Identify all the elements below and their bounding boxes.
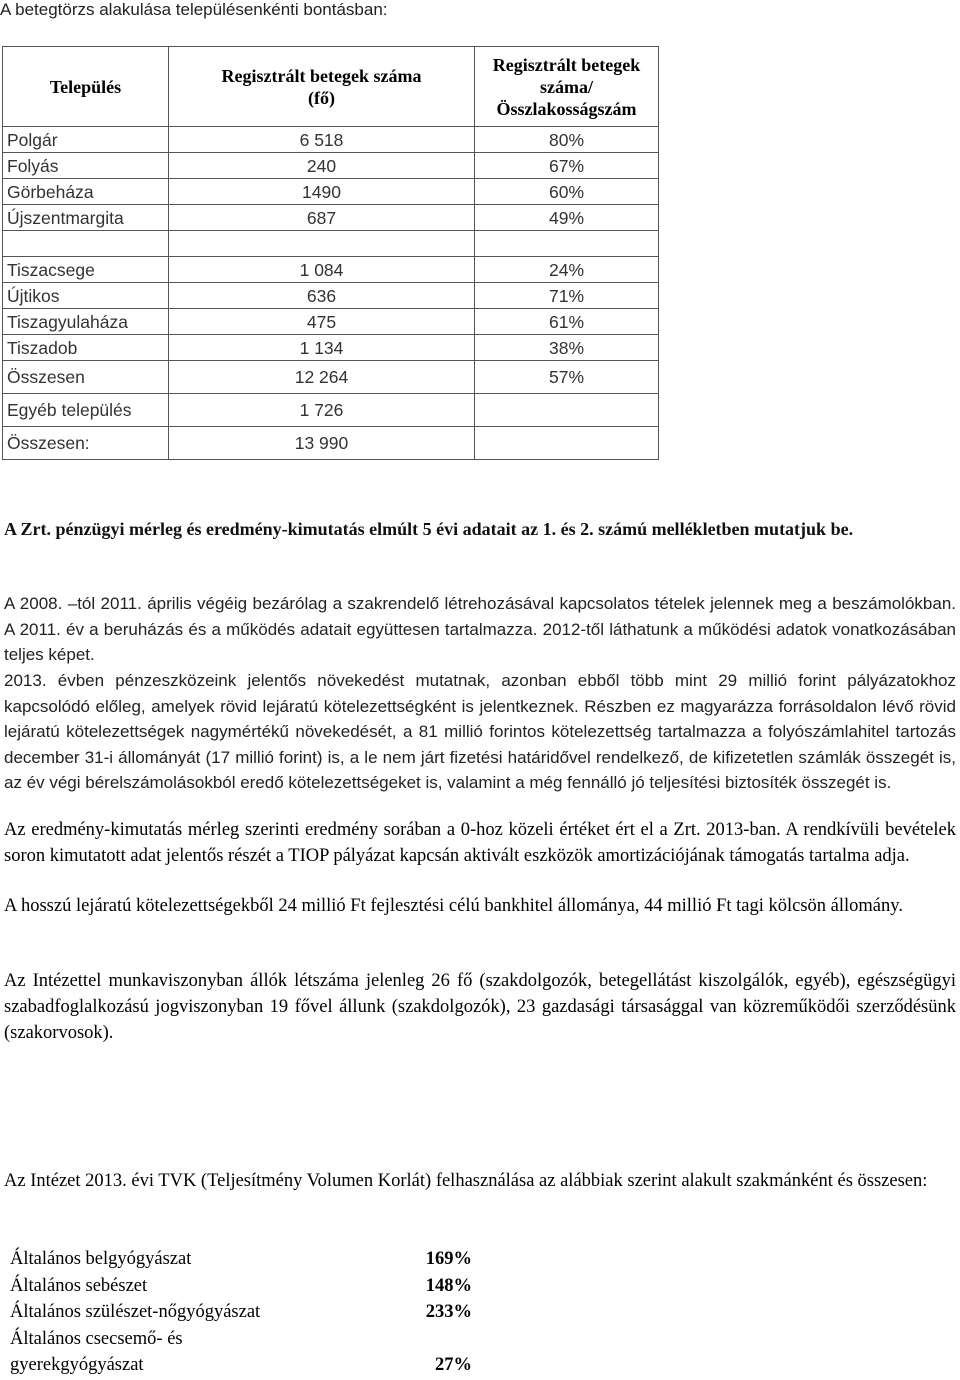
paragraph-2013-text: évben pénzeszközeink jelentős növekedést mutatnak, azonban ebből több mint 29 millió forint pályázatokhoz kapcsolódó előleg, amelyek rövid lejáratú kötelezettségként is jelentkeznek. Részben ez magyarázza forrásoldalon lévő rövid lejáratú kötelezettségek nagymértékű növekedését, a 81 millió forintos kötelezettség tartalmazza a folyószámlahitel tartozás december 31-i állományát (17 millió forint) is, a le nem járt fizetési határidővel rendelkező, de kifizetetlen számlák összegét is, az év végi bérelszámolásokból eredő kötelezettségeket is, valamint a még fennálló jó teljesítési biztosíték összegét is.	[4, 671, 956, 792]
paragraph-2013	[4, 668, 956, 796]
cell-ratio: 60%	[475, 179, 659, 205]
cell-count: 475	[169, 309, 475, 335]
cell-ratio: 61%	[475, 309, 659, 335]
cell-settlement: Polgár	[3, 127, 169, 153]
cell-settlement: Összesen:	[3, 427, 169, 460]
specialty-name-line2: gyerekgyógyászat	[10, 1355, 144, 1375]
paragraph-2008-2011: A 2008. –tól 2011. április végéig bezárólag a szakrendelő létrehozásával kapcsolatos tételek jelennek meg a beszámolókban. A 2011. év a beruházás és a működés adatait együttesen tartalmazza. 2012-től láthatunk a működési adatok vonatkozásában teljes képet.	[4, 594, 956, 664]
cell-ratio: 38%	[475, 335, 659, 361]
paragraph-2013-year: 2013.	[4, 671, 47, 690]
paragraph-tvk: Az Intézet 2013. évi TVK (Teljesítmény Volumen Korlát) felhasználása az alábbiak szerint alakult szakmánként és összesen:	[4, 1171, 928, 1191]
section-heading: A betegtörzs alakulása településenkénti bontásban:	[0, 0, 388, 19]
specialty-name-line1: Általános csecsemő- és	[10, 1328, 183, 1349]
specialty-name: Általános belgyógyászat	[10, 1249, 192, 1269]
cell-settlement: Tiszacsege	[3, 257, 169, 283]
cell-settlement: Újtikos	[3, 283, 169, 309]
column-header-settlement: Település	[3, 47, 169, 127]
cell-count: 12 264	[169, 361, 475, 394]
specialty-name: Általános sebészet	[10, 1275, 148, 1296]
cell-count	[169, 231, 475, 257]
patient-registry-table	[2, 46, 659, 460]
cell-count: 240	[169, 153, 475, 179]
cell-count: 687	[169, 205, 475, 231]
cell-ratio: 67%	[475, 153, 659, 179]
table-header-row	[3, 47, 659, 127]
cell-settlement: Tiszadob	[3, 335, 169, 361]
column-header-registered-count: Regisztrált betegek száma (fő)	[169, 47, 475, 127]
table-row	[3, 127, 659, 153]
annex-note: A Zrt. pénzügyi mérleg és eredmény-kimutatás elmúlt 5 évi adatait az 1. és 2. számú mellékletben mutatjuk be.	[4, 519, 854, 539]
specialty-value: 233%	[425, 1302, 472, 1322]
cell-ratio: 49%	[475, 205, 659, 231]
paragraph-result: Az eredmény-kimutatás mérleg szerinti eredmény sorában a 0-hoz közeli értéket ért el a Zrt. 2013-ban. A rendkívüli bevételek soron kimutatott adat jelentős részét a TIOP pályázat kapcsán aktivált eszközök amortizációjának támogatás tartalma adja.	[4, 820, 956, 866]
cell-settlement: Görbeháza	[3, 179, 169, 205]
cell-settlement: Tiszagyulaháza	[3, 309, 169, 335]
cell-ratio: 80%	[475, 127, 659, 153]
table-row-empty	[3, 231, 659, 257]
specialty-value: 169%	[425, 1249, 472, 1269]
specialty-name: Általános szülészet-nőgyógyászat	[10, 1302, 261, 1322]
table-row-subtotal	[3, 361, 659, 394]
table-row	[3, 179, 659, 205]
table-row	[3, 153, 659, 179]
cell-settlement: Egyéb település	[3, 394, 169, 427]
table-row-total	[3, 427, 659, 460]
cell-ratio: 57%	[475, 361, 659, 394]
cell-count: 1 726	[169, 394, 475, 427]
cell-settlement	[3, 231, 169, 257]
paragraph-staff: Az Intézettel munkaviszonyban állók létszáma jelenleg 26 fő (szakdolgozók, betegellátást kiszolgálók, egyéb), egészségügyi szabadfoglalkozású jogviszonyban 19 fővel állunk (szakdolgozók), 23 gazdasági társasággal van közreműködői szerződésünk (szakorvosok).	[4, 971, 956, 1043]
column-header-registered-ratio: Regisztrált betegek száma/ Összlakosságszám	[475, 47, 659, 127]
table-row	[3, 257, 659, 283]
cell-count: 636	[169, 283, 475, 309]
paragraph-loans: A hosszú lejáratú kötelezettségekből 24 millió Ft fejlesztési célú bankhitel állománya, 44 millió Ft tagi kölcsön állomány.	[4, 896, 903, 916]
cell-count: 6 518	[169, 127, 475, 153]
cell-count: 1 134	[169, 335, 475, 361]
table-row	[3, 205, 659, 231]
specialty-value: 148%	[425, 1275, 472, 1296]
cell-settlement: Folyás	[3, 153, 169, 179]
cell-settlement: Újszentmargita	[3, 205, 169, 231]
cell-settlement: Összesen	[3, 361, 169, 394]
table-row	[3, 309, 659, 335]
cell-ratio	[475, 231, 659, 257]
specialty-value: 27%	[435, 1355, 472, 1375]
cell-ratio: 24%	[475, 257, 659, 283]
cell-ratio	[475, 394, 659, 427]
cell-count: 1490	[169, 179, 475, 205]
cell-count: 13 990	[169, 427, 475, 460]
cell-ratio: 71%	[475, 283, 659, 309]
cell-ratio	[475, 427, 659, 460]
cell-count: 1 084	[169, 257, 475, 283]
table-row	[3, 394, 659, 427]
table-row	[3, 283, 659, 309]
table-row	[3, 335, 659, 361]
